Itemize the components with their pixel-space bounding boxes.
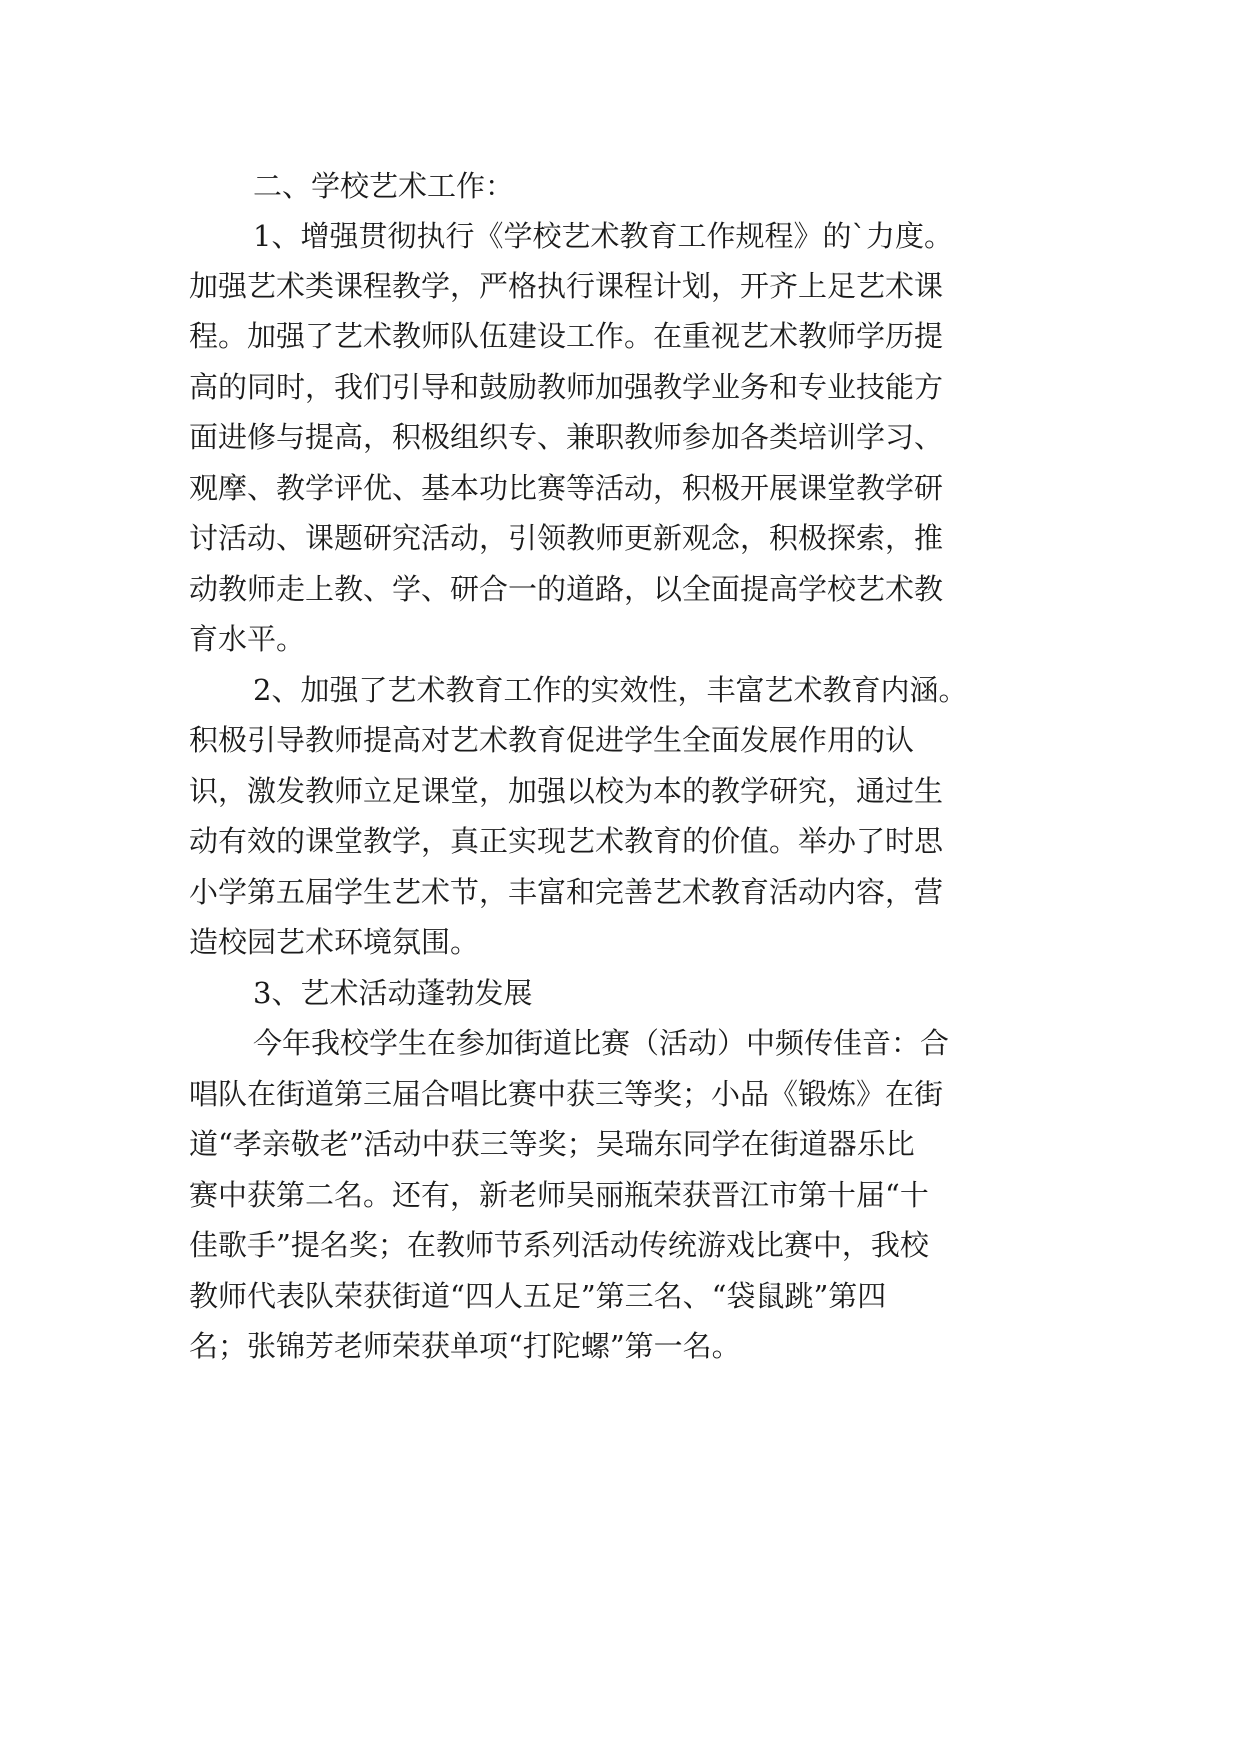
paragraph-line: 2、加强了艺术教育工作的实效性，丰富艺术教育内涵。 bbox=[253, 673, 968, 707]
section-heading: 二、学校艺术工作： bbox=[253, 169, 515, 203]
paragraph-line: 积极引导教师提高对艺术教育促进学生全面发展作用的认 bbox=[189, 723, 915, 757]
paragraph-line: 赛中获第二名。还有，新老师吴丽瓶荣获晋江市第十届“十 bbox=[189, 1178, 929, 1212]
subsection-heading: 3、艺术活动蓬勃发展 bbox=[253, 976, 533, 1010]
paragraph-line: 面进修与提高，积极组织专、兼职教师参加各类培训学习、 bbox=[189, 420, 944, 454]
paragraph-line: 加强艺术类课程教学，严格执行课程计划，开齐上足艺术课 bbox=[189, 269, 944, 303]
paragraph-line: 观摩、教学评优、基本功比赛等活动，积极开展课堂教学研 bbox=[189, 471, 944, 505]
paragraph-line: 动有效的课堂教学，真正实现艺术教育的价值。举办了时思 bbox=[189, 824, 944, 858]
paragraph-line: 育水平。 bbox=[189, 622, 306, 656]
paragraph-line: 今年我校学生在参加街道比赛（活动）中频传佳音：合 bbox=[253, 1026, 950, 1060]
paragraph-line: 识，激发教师立足课堂，加强以校为本的教学研究，通过生 bbox=[189, 774, 944, 808]
paragraph-line: 程。加强了艺术教师队伍建设工作。在重视艺术教师学历提 bbox=[189, 319, 944, 353]
paragraph-line: 道“孝亲敬老”活动中获三等奖；吴瑞东同学在街道器乐比 bbox=[189, 1127, 915, 1161]
paragraph-line: 小学第五届学生艺术节，丰富和完善艺术教育活动内容，营 bbox=[189, 875, 944, 909]
paragraph-line: 佳歌手”提名奖；在教师节系列活动传统游戏比赛中，我校 bbox=[189, 1228, 929, 1262]
paragraph-line: 造校园艺术环境氛围。 bbox=[189, 925, 480, 959]
paragraph-line: 名；张锦芳老师荣获单项“打陀螺”第一名。 bbox=[189, 1329, 741, 1363]
paragraph-line: 教师代表队荣获街道“四人五足”第三名、“袋鼠跳”第四 bbox=[189, 1279, 887, 1313]
paragraph-line: 唱队在街道第三届合唱比赛中获三等奖；小品《锻炼》在街 bbox=[189, 1077, 944, 1111]
paragraph-line: 高的同时，我们引导和鼓励教师加强教学业务和专业技能方 bbox=[189, 370, 944, 404]
paragraph-line: 讨活动、课题研究活动，引领教师更新观念，积极探索，推 bbox=[189, 521, 944, 555]
paragraph-line: 动教师走上教、学、研合一的道路，以全面提高学校艺术教 bbox=[189, 572, 944, 606]
paragraph-line: 1、增强贯彻执行《学校艺术教育工作规程》的`力度。 bbox=[253, 219, 953, 253]
